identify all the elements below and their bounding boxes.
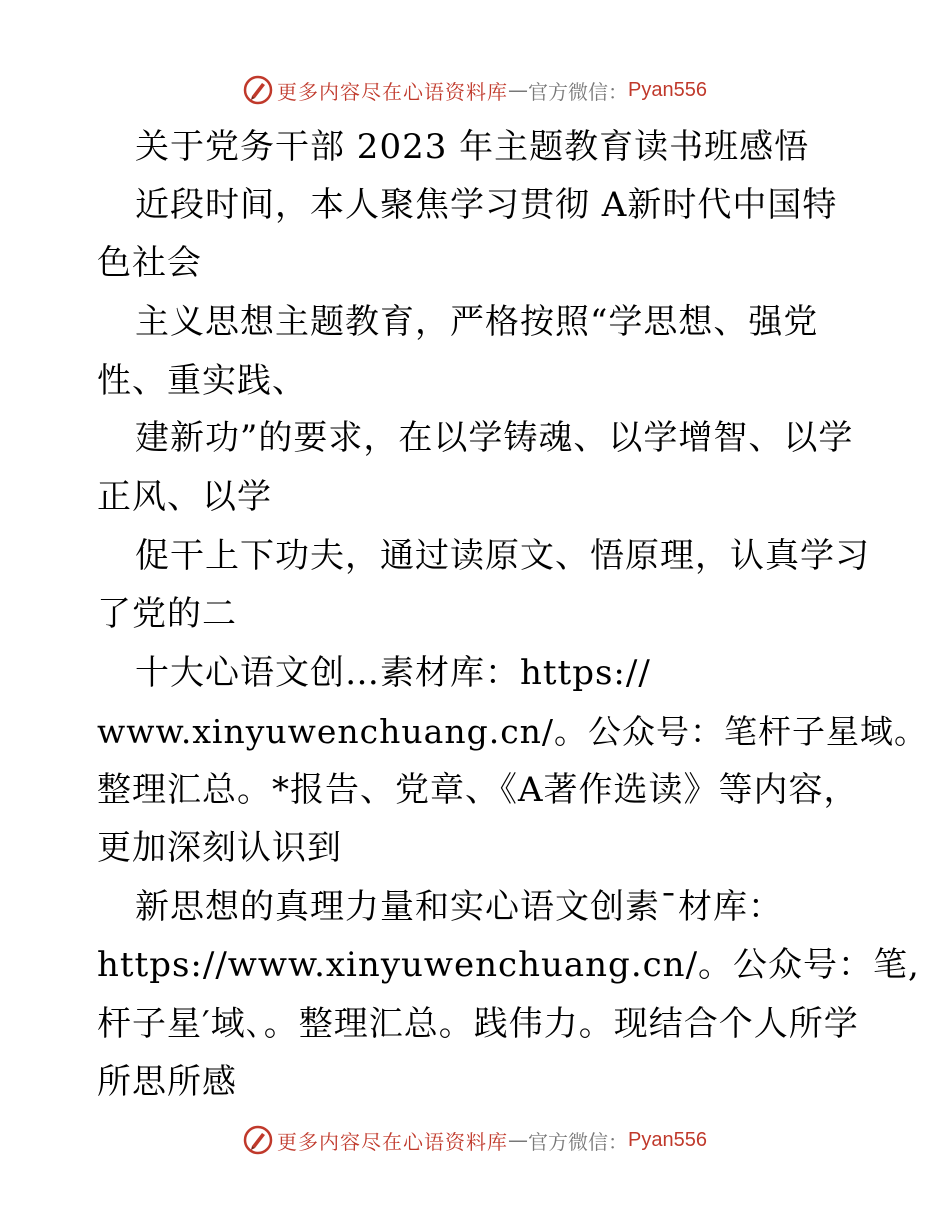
text-line: https://www.xinyuwenchuang.cn/。公众号：笔, (97, 945, 920, 985)
text-line: 性、重实践、 (97, 361, 307, 401)
text-line: www.xinyuwenchuang.cn/。公众号：笔杆子星域。 (97, 712, 929, 751)
banner-wechat-id: Pyan556 (628, 78, 707, 101)
banner-separator: — (508, 1128, 529, 1152)
text-line: 更加深刻认识到 (97, 828, 342, 868)
text-line: 近段时间，本人聚焦学习贯彻 A新时代中国特 (135, 185, 838, 225)
text-line: 新思想的真理力量和实心语文创素¯材库： (135, 887, 783, 927)
banner-text: 更多内容尽在心语资料库 (277, 1129, 509, 1154)
text-line: 正风、以学 (97, 477, 272, 517)
pen-logo-icon (243, 75, 273, 105)
banner-text: 更多内容尽在心语资料库 (277, 79, 509, 104)
text-line: 杆子星′域､。整理汇总。践伟力。现结合个人所学 (97, 1004, 859, 1044)
pen-logo-icon (243, 1125, 273, 1155)
text-line: 所思所感 (97, 1062, 237, 1102)
text-line: 主义思想主题教育，严格按照“学思想、强党 (135, 302, 819, 342)
text-line: 整理汇总。*报告、党章、《A著作选读》等内容， (97, 770, 859, 810)
text-line: 促干上下功夫，通过读原文、悟原理，认真学习 (135, 536, 870, 576)
header-banner (0, 70, 950, 110)
banner-wechat-id: Pyan556 (628, 1128, 707, 1151)
text-line: 十大心语文创…素材库：https:// (135, 653, 651, 693)
footer-banner (0, 1120, 950, 1160)
banner-separator: — (508, 78, 529, 102)
document-title: 关于党务干部 2023 年主题教育读书班感悟 (135, 127, 810, 167)
banner-wechat-label: 官方微信： (528, 1129, 629, 1154)
text-line: 了党的二 (97, 594, 237, 634)
text-line: 色社会 (97, 243, 202, 283)
text-line: 建新功”的要求，在以学铸魂、以学增智、以学 (135, 418, 854, 458)
banner-wechat-label: 官方微信： (528, 79, 629, 104)
